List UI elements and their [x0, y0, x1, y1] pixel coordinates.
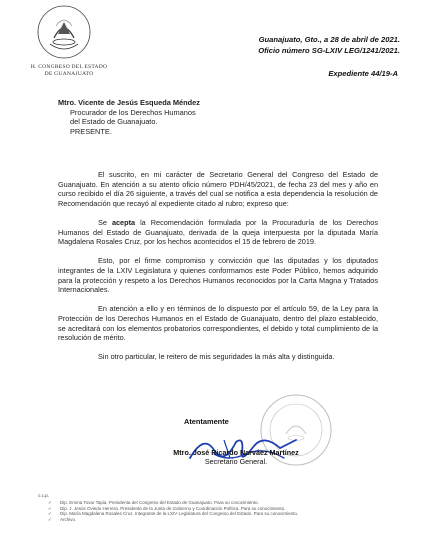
letter-header — [258, 34, 400, 56]
paragraph-4: En atención a ello y en términos de lo dispuesto por el artículo 59, de la Ley para la Protección de los Derechos Humanos en el Estado de Guanajuato, dentro del plazo establecido, se acreditará con los elementos probatorios correspondientes, el debido y total cumplimiento de la resolución de mérito. — [58, 304, 378, 343]
signer-title: Secretario General. — [204, 457, 268, 467]
copy-item: ✓ Dip. Emma Tovar Tapia. Presidenta del Congreso del Estado de Guanajuato. Para su conocimiento. — [46, 500, 386, 506]
addressee-block — [58, 98, 200, 136]
paragraph-2 — [58, 218, 378, 247]
congress-line-1: H. CONGRESO DEL ESTADO — [30, 64, 108, 70]
signer-name: Mtro. José Ricardo Narváez Martínez — [173, 448, 299, 457]
place-date: Guanajuato, Gto., a 28 de abril de 2021. — [258, 35, 400, 44]
acceptance-word: acepta — [111, 217, 136, 227]
copy-item: ✓ Archivo. — [46, 517, 386, 523]
copies-list — [46, 500, 386, 522]
addressee-entity: del Estado de Guanajuato. — [70, 117, 158, 126]
p2-rest: la Recomendación formulada por la Procuraduría de los Derechos Humanos del Estado de Guanajuato, derivada de la queja interpuesta por la diputada María Magdalena Rosales Cruz, por los hechos acontecidos el 15 de febrero de 2019. — [58, 217, 379, 247]
congress-name — [14, 64, 124, 78]
office-number: Oficio número SG-LXIV LEG/1241/2021. — [258, 46, 400, 55]
congress-line-2: DE GUANAJUATO — [44, 71, 94, 77]
closing-label: Atentamente — [184, 417, 229, 426]
national-seal-logo — [36, 4, 92, 60]
addressee-name: Mtro. Vicente de Jesús Esqueda Méndez — [58, 98, 200, 107]
p2-start: Se — [98, 217, 112, 227]
letter-body — [58, 170, 378, 371]
addressee-title: Procurador de los Derechos Humanos — [70, 107, 196, 117]
paragraph-3: Esto, por el firme compromiso y convicción que las diputadas y los diputados integrantes de la LXIV Legislatura y quienes conformamos este Poder Público, hemos adquirido para la protección y respeto a los Derechos Humanos reconocidos por la Carta Magna y Tratados Internacionales. — [58, 256, 378, 295]
copy-item: ✓ Dip. María Magdalena Rosales Cruz. Integrante de la LXIV Legislatura del Congreso del Estado. Para su conocimiento. — [46, 511, 386, 517]
copy-item: ✓ Dip. J. Jesús Oviedo Herrera. Presidente de la Junta de Gobierno y Coordinación Política. Para su conocimiento. — [46, 506, 386, 512]
copies-label: c.c.p. — [38, 493, 49, 498]
signer-block — [166, 448, 306, 467]
paragraph-1: El suscrito, en mi carácter de Secretario General del Congreso del Estado de Guanajuato. En atención a su atento oficio número PDH/45/2021, de fecha 23 del mes y año en curso recibido el día 26 siguiente, a través del cual se notifica a esta dependencia la resolución de Recomendación que recayó al expediente citado al rubro; expreso que: — [58, 170, 378, 208]
paragraph-5: Sin otro particular, le reitero de mis seguridades la más alta y distinguida. — [98, 352, 335, 362]
file-number: Expediente 44/19-A — [328, 69, 398, 78]
salutation: PRESENTE. — [70, 126, 112, 136]
